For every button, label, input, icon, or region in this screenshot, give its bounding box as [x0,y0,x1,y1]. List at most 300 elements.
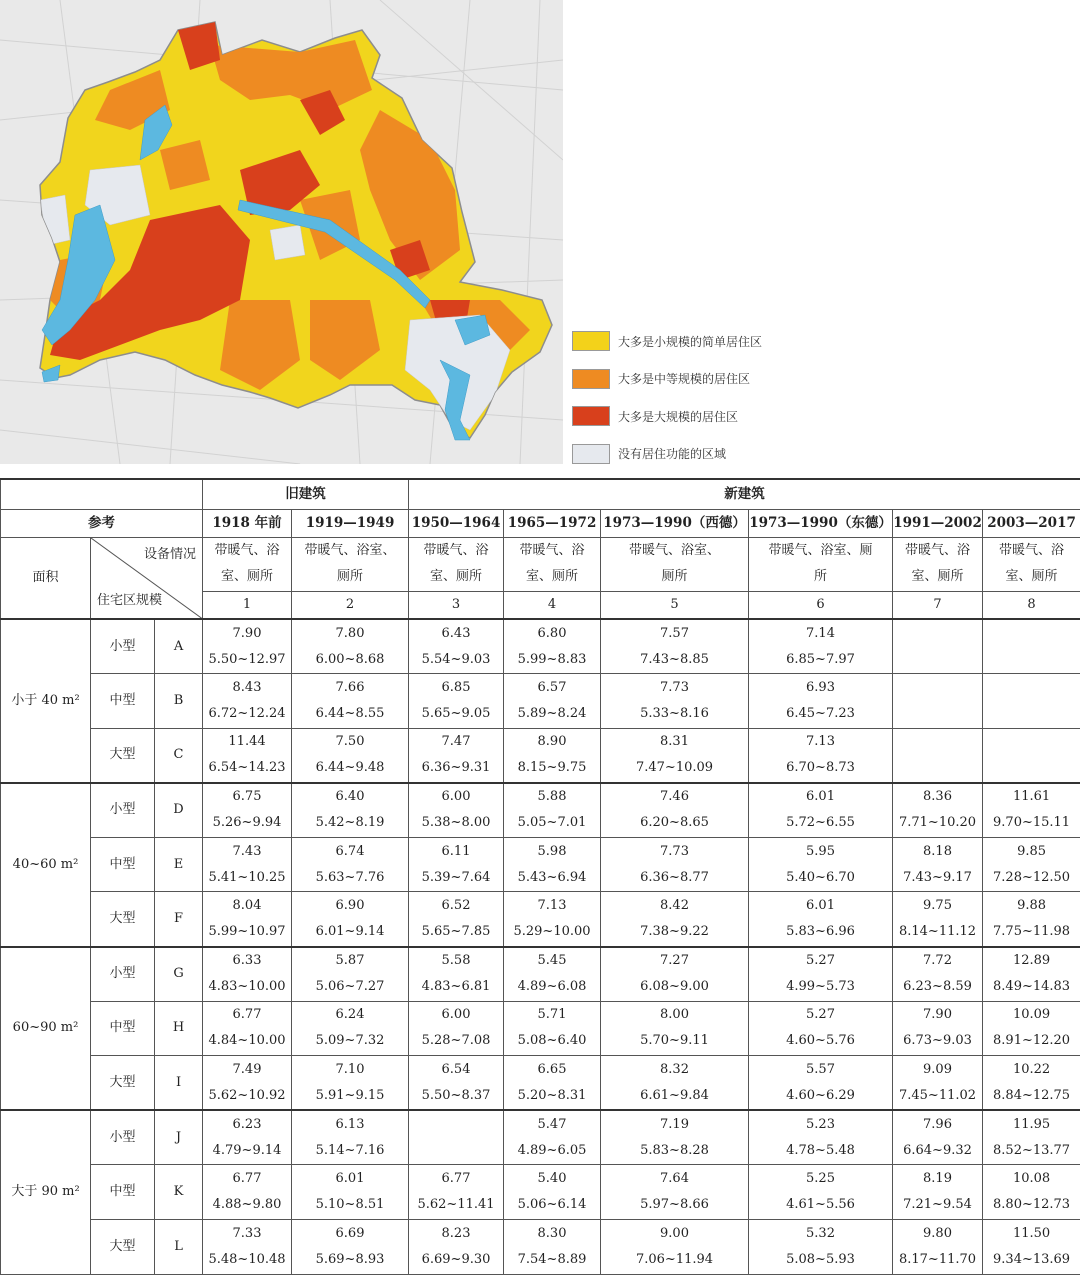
rent-range: 5.83~6.96 [786,924,855,940]
rent-range: 4.84~10.00 [208,1033,286,1049]
period-equip-1 [203,537,292,591]
rent-mean: 6.40 [335,789,365,805]
rent-range: 6.72~12.24 [208,705,286,721]
rent-mean: 9.00 [660,1225,689,1241]
rent-cell [292,783,409,838]
rent-range: 5.39~7.64 [421,869,491,885]
rent-range: 5.06~6.14 [517,1197,587,1213]
rent-cell [983,1165,1080,1220]
rent-cell [601,1110,749,1165]
table-row [1,674,1080,729]
period-number-5: 5 [601,591,749,619]
rent-cell [983,892,1080,947]
rent-mean: 5.27 [806,1007,835,1023]
equip-line: 所 [814,569,828,584]
header-new-buildings: 新建筑 [409,479,1080,509]
rent-mean: 6.93 [806,679,835,695]
rent-range: 8.49~14.83 [993,979,1071,995]
rent-range: 5.89~8.24 [517,705,587,721]
rent-cell [749,619,893,674]
rent-mean: 8.36 [923,789,952,805]
rent-range: 6.54~14.23 [208,760,286,776]
rent-range: 7.38~9.22 [640,924,709,940]
scale-code: C [155,728,203,783]
rent-cell [203,619,292,674]
rent-range: 4.83~6.81 [421,979,491,995]
rent-range: 6.64~9.32 [903,1142,972,1158]
rent-mean: 8.90 [537,734,567,750]
rent-range: 5.99~8.83 [517,651,587,667]
rent-cell [292,1220,409,1275]
rent-mean: 8.30 [537,1225,567,1241]
rent-cell [893,728,983,783]
scale-code: D [155,783,203,838]
period-number-6: 6 [749,591,893,619]
rent-mean: 6.65 [537,1061,567,1077]
rent-range: 4.88~9.80 [212,1197,282,1213]
rent-table [0,478,1080,1275]
rent-mean: 7.13 [806,734,835,750]
rent-mean: 7.90 [923,1007,952,1023]
legend-swatch [572,406,610,426]
area-label: 60~90 m² [1,947,91,1111]
rent-mean: 8.19 [923,1171,952,1187]
scale-label: 小型 [91,619,155,674]
period-label-4: 1965—1972 [504,509,601,537]
rent-cell [601,1056,749,1111]
rent-mean: 6.52 [441,898,471,914]
rent-range: 5.62~10.92 [208,1087,286,1103]
scale-label: 小型 [91,947,155,1002]
rent-range: 9.34~13.69 [993,1251,1071,1267]
rent-mean: 8.00 [660,1007,689,1023]
rent-mean: 6.23 [232,1116,262,1132]
rent-range: 7.71~10.20 [898,815,977,831]
rent-cell [504,783,601,838]
rent-cell [893,619,983,674]
scale-code: F [155,892,203,947]
table-row [1,1220,1080,1275]
rent-mean: 6.74 [335,843,365,859]
rent-cell [504,1056,601,1111]
equip-line: 带暖气、浴 [519,543,585,558]
period-equip-7 [893,537,983,591]
rent-range: 5.62~11.41 [417,1197,495,1213]
equip-line: 室、厕所 [221,569,274,584]
rent-cell [749,783,893,838]
equip-line: 室、厕所 [430,569,483,584]
rent-cell [292,892,409,947]
rent-range: 6.20~8.65 [640,815,709,831]
rent-range: 8.52~13.77 [993,1142,1071,1158]
period-equip-3 [409,537,504,591]
rent-range: 5.08~5.93 [786,1251,855,1267]
rent-cell [983,947,1080,1002]
rent-mean: 7.73 [660,679,689,695]
rent-range: 8.91~12.20 [993,1033,1071,1049]
rent-mean: 9.85 [1017,843,1047,859]
rent-cell [893,1110,983,1165]
scale-code: E [155,837,203,892]
rent-mean: 6.00 [441,1007,471,1023]
rent-cell [203,783,292,838]
rent-mean: 8.32 [660,1061,689,1077]
rent-mean: 6.69 [335,1225,365,1241]
rent-range: 5.40~6.70 [786,869,855,885]
rent-range: 5.99~10.97 [208,924,286,940]
rent-cell [749,947,893,1002]
scale-label: 中型 [91,674,155,729]
rent-range: 5.50~12.97 [208,651,286,667]
rent-cell [893,1056,983,1111]
rent-range: 4.89~6.05 [517,1142,587,1158]
rent-mean: 7.73 [660,843,689,859]
rent-cell [409,1001,504,1056]
rent-range: 6.69~9.30 [421,1251,491,1267]
table-row [1,619,1080,674]
rent-mean: 5.58 [441,953,471,969]
equip-line: 带暖气、浴室、 [629,543,721,558]
rent-mean: 5.27 [806,953,835,969]
rent-mean: 6.75 [232,789,262,805]
rent-range: 6.36~9.31 [421,760,491,776]
rent-range: 7.21~9.54 [903,1197,972,1213]
equip-line: 带暖气、浴 [905,543,971,558]
rent-cell [601,728,749,783]
rent-cell [292,947,409,1002]
equip-line: 带暖气、浴室、 [304,543,396,558]
rent-range: 6.23~8.59 [903,979,972,995]
rent-range: 7.43~8.85 [640,651,709,667]
rent-cell [203,1220,292,1275]
table-row [1,837,1080,892]
rent-mean: 7.47 [441,734,471,750]
rent-mean: 7.80 [335,625,365,641]
table-row [1,947,1080,1002]
rent-range: 5.20~8.31 [517,1087,587,1103]
period-label-2: 1919—1949 [292,509,409,537]
housing-scale-map [0,0,563,464]
rent-range: 4.60~6.29 [786,1087,855,1103]
scale-label: 中型 [91,837,155,892]
rent-cell [203,892,292,947]
rent-cell [601,892,749,947]
rent-cell [601,947,749,1002]
period-number-2: 2 [292,591,409,619]
rent-mean: 11.61 [1012,789,1051,805]
equip-line: 厕所 [337,569,364,584]
period-label-8: 2003—2017 [983,509,1080,537]
rent-range: 4.83~10.00 [208,979,286,995]
rent-range: 5.05~7.01 [517,815,587,831]
rent-cell [983,1220,1080,1275]
rent-cell [749,1220,893,1275]
rent-mean: 11.50 [1012,1225,1051,1241]
rent-mean: 6.33 [232,953,262,969]
rent-mean: 7.66 [335,679,365,695]
period-equip-4 [504,537,601,591]
rent-range: 6.08~9.00 [640,979,709,995]
rent-cell [292,1165,409,1220]
scale-code: J [155,1110,203,1165]
rent-mean: 8.04 [232,898,262,914]
legend-swatch [572,331,610,351]
rent-cell [292,619,409,674]
rent-range: 6.36~8.77 [640,869,709,885]
rent-range: 5.06~7.27 [315,979,385,995]
table-body [1,619,1080,1274]
equip-line: 带暖气、浴室、厕 [768,543,873,558]
rent-mean: 7.50 [335,734,365,750]
rent-cell [504,1001,601,1056]
rent-mean: 5.88 [537,789,567,805]
rent-range: 6.00~8.68 [315,651,385,667]
rent-cell [203,1056,292,1111]
rent-mean: 8.31 [660,734,689,750]
rent-range: 5.28~7.08 [421,1033,491,1049]
rent-range: 7.47~10.09 [635,760,714,776]
rent-range: 5.14~7.16 [315,1142,385,1158]
rent-cell [893,892,983,947]
rent-mean: 10.08 [1012,1171,1051,1187]
period-equip-6 [749,537,893,591]
rent-range: 5.70~9.11 [640,1033,709,1049]
rent-mean: 8.18 [923,843,952,859]
rent-range: 6.44~8.55 [315,705,385,721]
period-label-5: 1973—1990（西德） [601,509,749,537]
rent-cell [203,728,292,783]
rent-mean: 6.13 [335,1116,365,1132]
rent-cell [749,837,893,892]
legend-swatch [572,444,610,464]
legend-label: 大多是小规模的简单居住区 [618,334,763,349]
rent-mean: 7.27 [660,953,689,969]
equip-line: 带暖气、浴 [999,543,1065,558]
table-row [1,1110,1080,1165]
period-equip-8 [983,537,1080,591]
rent-mean: 7.90 [232,625,262,641]
rent-cell [983,783,1080,838]
rent-cell [409,1165,504,1220]
rent-range: 7.28~12.50 [993,869,1071,885]
rent-cell [504,947,601,1002]
rent-cell [292,837,409,892]
rent-cell [504,1220,601,1275]
rent-range: 4.79~9.14 [212,1142,282,1158]
rent-mean: 9.75 [923,898,952,914]
rent-cell [893,1220,983,1275]
area-label: 大于 90 m² [1,1110,91,1274]
rent-cell [983,1001,1080,1056]
rent-range: 5.50~8.37 [421,1087,491,1103]
rent-range: 8.80~12.73 [993,1197,1071,1213]
equip-line: 厕所 [661,569,688,584]
rent-cell [893,783,983,838]
rent-mean: 5.95 [806,843,835,859]
rent-mean: 7.33 [232,1225,262,1241]
rent-cell [504,1110,601,1165]
rent-cell [893,1001,983,1056]
rent-range: 6.61~9.84 [640,1087,709,1103]
rent-mean: 6.77 [232,1007,262,1023]
rent-mean: 10.22 [1012,1061,1051,1077]
rent-range: 5.41~10.25 [208,869,286,885]
table-header-row-1 [1,479,1080,509]
rent-cell [601,674,749,729]
rent-range: 5.54~9.03 [421,651,491,667]
rent-cell [409,728,504,783]
header-scale: 住宅区规模 [97,593,163,608]
header-reference: 参考 [1,509,203,537]
period-label-1: 1918 年前 [203,509,292,537]
rent-cell [203,837,292,892]
table-row [1,783,1080,838]
equip-line: 室、厕所 [911,569,964,584]
table-row [1,1056,1080,1111]
rent-cell [292,728,409,783]
rent-cell [749,1165,893,1220]
rent-cell [983,728,1080,783]
rent-range: 5.65~9.05 [421,705,491,721]
rent-range: 5.38~8.00 [421,815,491,831]
rent-range: 6.01~9.14 [315,924,385,940]
rent-mean: 7.72 [923,953,952,969]
rent-mean: 6.11 [441,843,471,859]
rent-cell [292,1110,409,1165]
table-header-row-3 [1,537,1080,591]
rent-mean: 6.01 [806,898,835,914]
scale-code: G [155,947,203,1002]
legend-swatch [572,369,610,389]
rent-cell [749,728,893,783]
rent-mean: 9.88 [1017,898,1047,914]
rent-cell [893,674,983,729]
table-row [1,728,1080,783]
period-label-3: 1950—1964 [409,509,504,537]
rent-cell [504,1165,601,1220]
rent-range: 5.10~8.51 [315,1197,385,1213]
rent-cell [749,1001,893,1056]
rent-mean: 7.49 [232,1061,262,1077]
rent-range: 7.06~11.94 [635,1251,714,1267]
table-row [1,1165,1080,1220]
rent-range: 5.08~6.40 [517,1033,587,1049]
rent-mean: 5.32 [806,1225,835,1241]
rent-range: 6.73~9.03 [903,1033,972,1049]
period-number-1: 1 [203,591,292,619]
period-label-7: 1991—2002 [893,509,983,537]
legend-item [572,443,726,465]
rent-cell [292,674,409,729]
rent-range: 6.44~9.48 [315,760,385,776]
scale-code: B [155,674,203,729]
rent-cell [749,674,893,729]
period-number-8: 8 [983,591,1080,619]
rent-cell [203,1165,292,1220]
scale-label: 大型 [91,1056,155,1111]
rent-range: 4.89~6.08 [517,979,587,995]
rent-range: 5.91~9.15 [315,1087,385,1103]
rent-mean: 6.90 [335,898,365,914]
rent-mean: 6.01 [335,1171,365,1187]
rent-cell [893,947,983,1002]
rent-cell [601,1220,749,1275]
rent-mean: 5.23 [806,1116,835,1132]
rent-range: 7.45~11.02 [898,1087,977,1103]
rent-cell [983,1056,1080,1111]
rent-mean: 9.80 [923,1225,952,1241]
rent-range: 8.84~12.75 [993,1087,1071,1103]
rent-mean: 7.14 [806,625,835,641]
rent-mean: 10.09 [1012,1007,1051,1023]
rent-mean: 7.10 [335,1061,365,1077]
rent-range: 5.26~9.94 [212,815,282,831]
rent-range: 4.78~5.48 [786,1142,855,1158]
scale-code: A [155,619,203,674]
scale-label: 大型 [91,892,155,947]
rent-cell [983,674,1080,729]
rent-mean: 6.80 [537,625,567,641]
rent-cell [409,1220,504,1275]
map-legend [572,330,1072,465]
rent-mean: 11.95 [1012,1116,1051,1132]
rent-mean: 6.85 [441,679,471,695]
rent-range: 5.33~8.16 [640,705,709,721]
rent-mean: 8.42 [660,898,689,914]
rent-mean: 11.44 [228,734,266,750]
rent-mean: 6.43 [441,625,471,641]
scale-label: 中型 [91,1165,155,1220]
rent-cell [409,619,504,674]
scale-code: K [155,1165,203,1220]
rent-range: 8.14~11.12 [898,924,977,940]
scale-code: I [155,1056,203,1111]
equip-line: 室、厕所 [526,569,579,584]
rent-range: 8.17~11.70 [898,1251,977,1267]
period-equip-2 [292,537,409,591]
header-equipment: 设备情况 [144,546,197,562]
rent-range: 4.99~5.73 [786,979,855,995]
period-number-7: 7 [893,591,983,619]
table-header-row-2 [1,509,1080,537]
scale-label: 小型 [91,1110,155,1165]
rent-mean: 7.57 [660,625,689,641]
rent-range: 5.83~8.28 [640,1142,709,1158]
rent-cell [749,892,893,947]
period-number-3: 3 [409,591,504,619]
rent-range: 5.42~8.19 [315,815,385,831]
rent-mean: 9.09 [923,1061,952,1077]
rent-mean: 6.77 [232,1171,262,1187]
scale-label: 大型 [91,728,155,783]
rent-cell [893,837,983,892]
legend-item [572,368,750,390]
rent-cell [601,1001,749,1056]
rent-cell [504,837,601,892]
rent-mean: 5.87 [335,953,365,969]
rent-cell [601,1165,749,1220]
rent-range: 6.45~7.23 [786,705,855,721]
rent-range: 5.43~6.94 [517,869,587,885]
area-label: 40~60 m² [1,783,91,947]
rent-cell [983,1110,1080,1165]
rent-cell [203,1001,292,1056]
header-area: 面积 [1,537,91,619]
rent-range: 7.54~8.89 [517,1251,587,1267]
rent-mean: 7.46 [660,789,689,805]
rent-mean: 6.00 [441,789,471,805]
rent-range: 6.70~8.73 [786,760,855,776]
